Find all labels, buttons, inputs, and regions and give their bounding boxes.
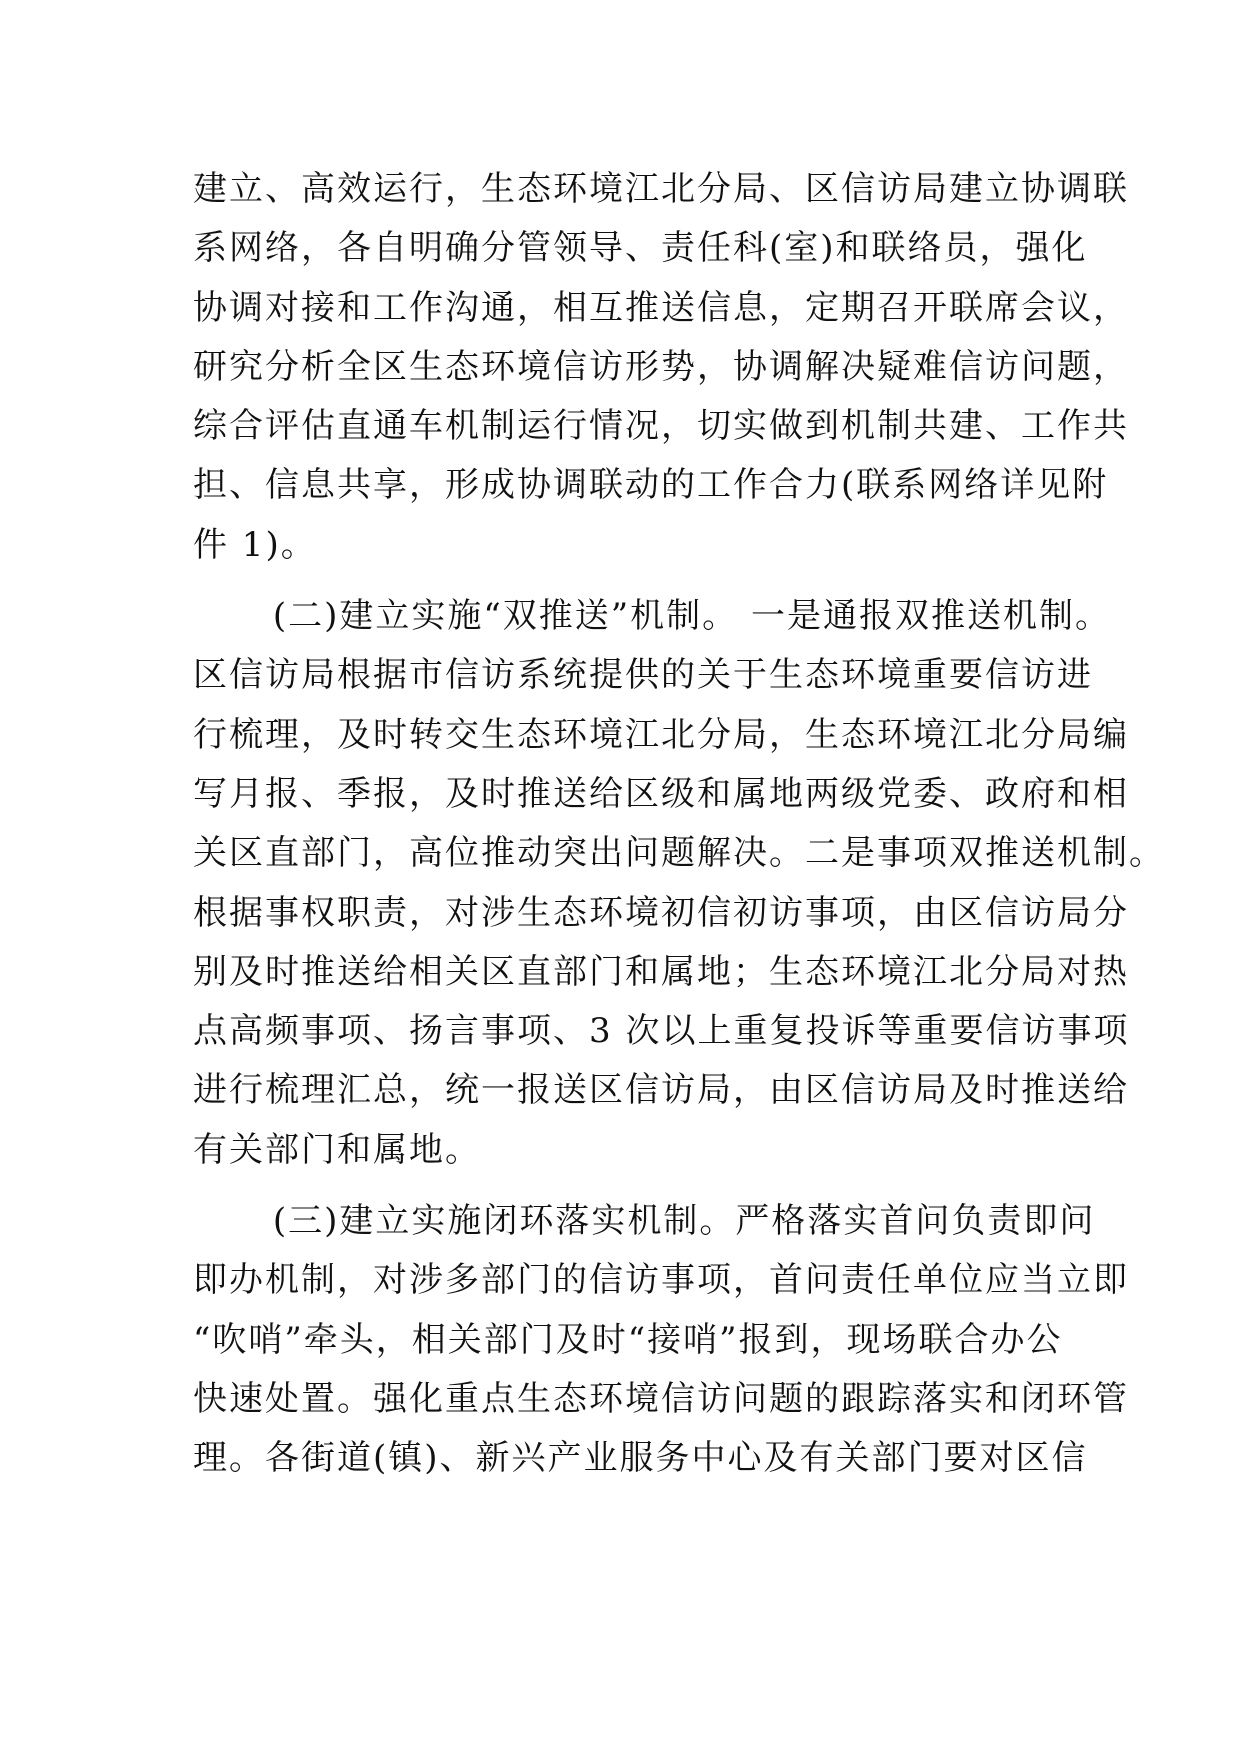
text-line: 件 1)。 — [193, 524, 317, 565]
text-line: 点高频事项、扬言事项、3 次以上重复投诉等重要信访事项 — [193, 1011, 1130, 1052]
text-line: 进行梳理汇总，统一报送区信访局，由区信访局及时推送给 — [193, 1070, 1129, 1111]
text-line: (三)建立实施闭环落实机制。严格落实首问负责即问 — [272, 1201, 1096, 1242]
text-line: 有关部门和属地。 — [193, 1129, 481, 1170]
text-line: 系网络，各自明确分管领导、责任科(室)和联络员，强化 — [193, 228, 1088, 269]
text-line: 根据事权职责，对涉生态环境初信初访事项，由区信访局分 — [193, 892, 1129, 933]
text-line: 协调对接和工作沟通，相互推送信息，定期召开联席会议， — [193, 287, 1129, 328]
text-line: 快速处置。强化重点生态环境信访问题的跟踪落实和闭环管 — [193, 1378, 1129, 1419]
text-line: 研究分析全区生态环境信访形势，协调解决疑难信访问题， — [193, 346, 1129, 387]
text-line: (二)建立实施“双推送”机制。 一是通报双推送机制。 — [272, 596, 1111, 637]
text-line: 建立、高效运行，生态环境江北分局、区信访局建立协调联 — [193, 169, 1129, 209]
text-line: 关区直部门，高位推动突出问题解决。二是事项双推送机制。 — [193, 833, 1165, 874]
text-line: 区信访局根据市信访系统提供的关于生态环境重要信访进 — [193, 655, 1093, 696]
paragraph-dual-push-mechanism — [193, 587, 1165, 1180]
text-line: 写月报、季报，及时推送给区级和属地两级党委、政府和相 — [193, 773, 1129, 814]
text-line: 即办机制，对涉多部门的信访事项，首问责任单位应当立即 — [193, 1260, 1129, 1301]
paragraph-closed-loop-mechanism — [193, 1192, 1129, 1488]
text-line: 担、信息共享，形成协调联动的工作合力(联系网络详见附 — [193, 465, 1109, 506]
text-line: 别及时推送给相关区直部门和属地；生态环境江北分局对热 — [193, 951, 1129, 992]
text-line: “吹哨”牵头，相关部门及时“接哨”报到，现场联合办公 — [193, 1319, 1063, 1360]
paragraph-coordination-network — [193, 160, 1129, 575]
text-line: 行梳理，及时转交生态环境江北分局，生态环境江北分局编 — [193, 714, 1129, 755]
text-line: 综合评估直通车机制运行情况，切实做到机制共建、工作共 — [193, 406, 1129, 447]
text-line: 理。各街道(镇)、新兴产业服务中心及有关部门要对区信 — [193, 1438, 1088, 1479]
document-body — [193, 160, 1165, 1489]
